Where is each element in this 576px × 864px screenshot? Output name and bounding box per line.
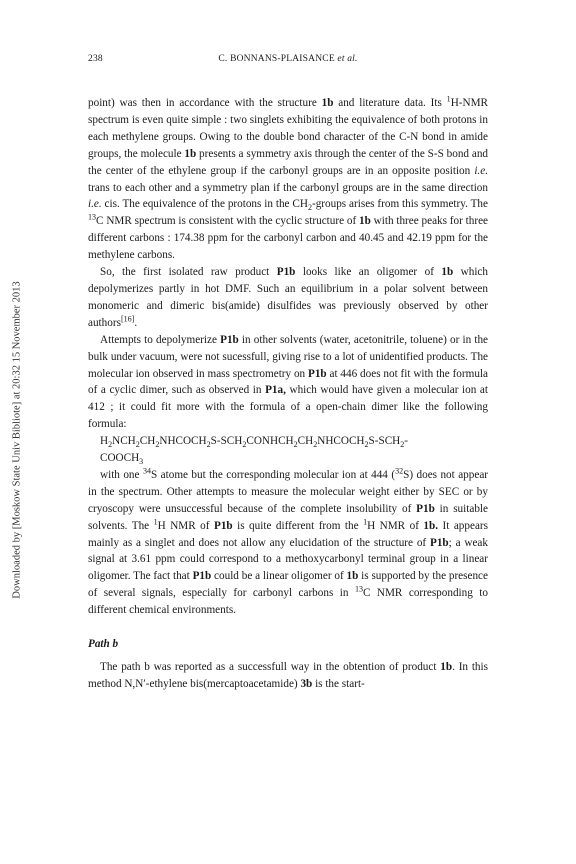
page-number: 238	[88, 54, 103, 64]
section-heading: Path b	[88, 638, 119, 651]
running-title-suffix: et al.	[337, 54, 358, 64]
download-notice	[10, 205, 24, 675]
paragraph-5: The path b was reported as a successfull way in the obtention of product 1b. In this method N,N′-ethylene bis(mercaptoacetamide) 3b is the start-	[88, 661, 488, 690]
paragraph-1: point) was then in accordance with the structure 1b and literature data. Its $^1$H-NMR spectrum is even quite simple : two singlets exhibiting the equivalence of both protons in each methylene groups. Owing to the double bond character of the C-N bond in amide groups, the molecule 1b presents a symmetry axis through the center of the S-S bond and the center of the ethylene group if the carbonyl groups are in an opposite position i.e. trans to each other and a symmetry plan if the carbonyl groups are in the same direction i.e. cis. The equivalence of the protons in the $CH_2$-groups arises from this symmetry. The $^{13}$C NMR spectrum is consistent with the cyclic structure of 1b with three peaks for three different carbons : 174.38 ppm for the carbonyl carbon and 40.45 and 42.19 ppm for the methylene carbons.	[88, 94, 489, 262]
download-notice-text: Downloaded by [Moskow State Univ Bibliote] at 20:32 15 November 2013	[11, 281, 23, 599]
running-title-authors: C. BONNANS-PLAISANCE	[218, 54, 335, 64]
running-head	[88, 54, 488, 70]
paragraph-3: Attempts to depolymerize P1b in other solvents (water, acetonitrile, toluene) or in the bulk under vacuum, were not sucessfull, giving rise to a lot of unidentified products. The molecular ion observed in mass spectrometry on P1b at 446 does not fit with the formula of a cyclic dimer, such as observed in P1a, which would have given a molecular ion at 412 ; it could fit more with the formula of a open-chain dimer like the following formula:	[88, 333, 488, 431]
running-title	[88, 54, 488, 64]
paragraph-4: with one $^{34}$S atome but the corresponding molecular ion at 444 ($^{32}$S) does not appear in the spectrum. Other attempts to measure the molecular weight either by SEC or by cryoscopy were unsuccessful because of the complete insolubility of P1b in suitable solvents. The $^1$H NMR of P1b is quite different from the $^1$H NMR of 1b. It appears mainly as a singlet and does not allow any elucidation of the structure of P1b; a weak signal at 3.61 ppm could correspond to a methoxycarbonyl terminal group in a linear oligomer. The fact that P1b could be a linear oligomer of 1b is supported by the presence of several signals, especially for carbonyl carbons in $^{13}$C NMR corresponding to different chemical environments.	[88, 466, 489, 617]
paragraph-2: So, the first isolated raw product P1b looks like an oligomer of 1b which depolymerizes partly in hot DMF. Such an equilibrium in a polar solvent between monomeric and dimeric bis(amide) disulfides was previously observed by other authors[16].	[88, 266, 488, 329]
article-body	[88, 95, 488, 693]
chemical-formula: $H_2NCH_2CH_2NHCOCH_2S-SCH_2CONHCH_2CH_2NHCOCH_2S-SCH_2-$ $COOCH_3$	[100, 435, 409, 467]
